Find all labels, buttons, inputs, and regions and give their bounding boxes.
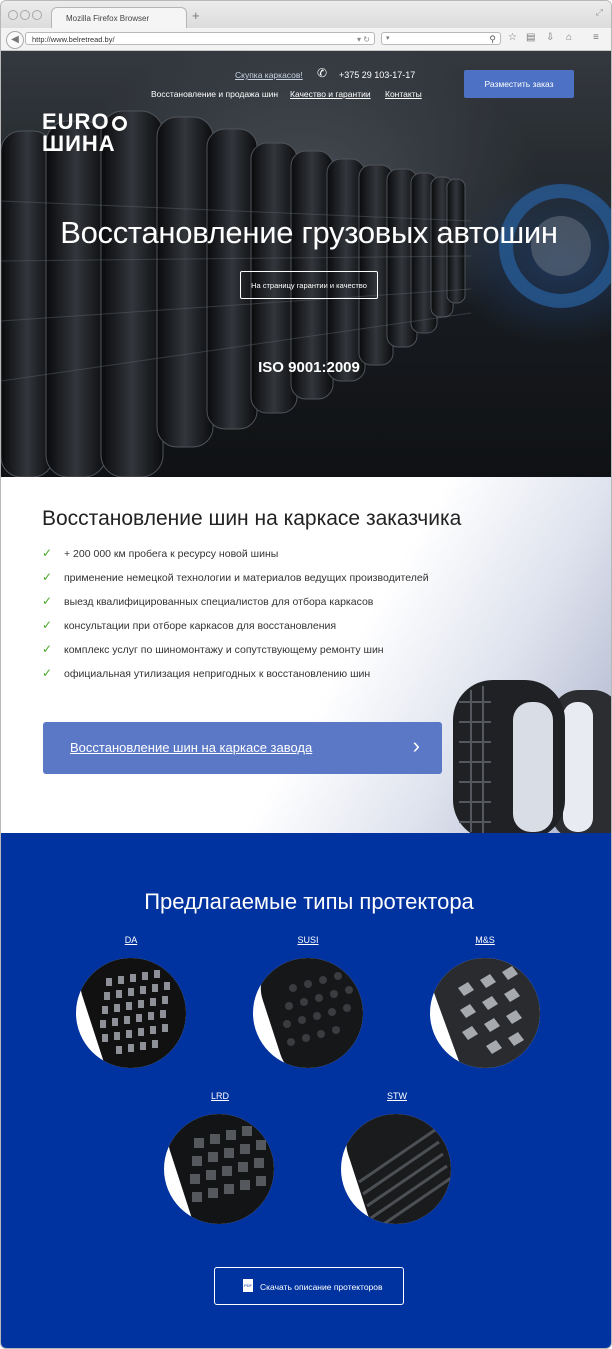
maximize-window-icon[interactable] [32, 10, 42, 20]
back-arrow-icon[interactable]: ◀ [6, 31, 24, 49]
benefit-item: ✓ применение немецкой технологии и материалов ведущих производителей [42, 570, 429, 584]
nav-restoration-sales[interactable]: Восстановление и продажа шин [151, 89, 279, 99]
treads-section [1, 833, 611, 1349]
url-text: http://www.belretread.by/ [32, 35, 115, 44]
tread-da-image[interactable] [76, 958, 186, 1068]
check-icon: ✓ [42, 666, 53, 680]
search-engine-dropdown-icon[interactable]: ▾ [386, 35, 390, 42]
close-window-icon[interactable] [8, 10, 18, 20]
phone-icon: ✆ [317, 66, 328, 80]
tread-stw-image[interactable] [341, 1114, 451, 1224]
tread-susi-image[interactable] [253, 958, 363, 1068]
treads-title: Предлагаемые типы протектора [144, 889, 474, 914]
iso-certification: ISO 9001:2009 [258, 359, 360, 376]
check-icon: ✓ [42, 546, 53, 560]
buy-carcasses-link[interactable]: Скупка каркасов! [235, 70, 303, 80]
tread-stw-link[interactable]: STW [387, 1091, 407, 1101]
tread-lrd-image[interactable] [164, 1114, 274, 1224]
benefit-item: ✓ официальная утилизация непригодных к восстановлению шин [42, 666, 371, 680]
place-order-button[interactable]: Разместить заказ [464, 70, 574, 98]
search-icon[interactable]: ⚲ [489, 34, 496, 44]
menu-icon[interactable]: ≡ [593, 32, 599, 43]
address-bar[interactable] [25, 32, 375, 45]
minimize-window-icon[interactable] [20, 10, 30, 20]
customer-carcass-section [1, 477, 611, 833]
benefit-item: ✓ выезд квалифицированных специалистов для отбора каркасов [42, 594, 374, 608]
nav-contacts[interactable]: Контакты [385, 89, 422, 99]
eurosina-logo[interactable]: EURO ШИНА [42, 111, 127, 155]
tread-ms-link[interactable]: M&S [475, 935, 495, 945]
bookmark-star-icon[interactable]: ☆ [508, 32, 517, 43]
fullscreen-icon[interactable]: ⤢ [595, 7, 603, 17]
reload-icon[interactable]: ▾ ↻ [357, 35, 370, 44]
check-icon: ✓ [42, 642, 53, 656]
search-box[interactable] [381, 32, 501, 45]
factory-carcass-link[interactable]: Восстановление шин на каркасе завода [70, 740, 313, 755]
download-icon[interactable]: ⇩ [546, 32, 555, 43]
tire-stack-image [451, 672, 611, 833]
nav-quality-guarantees[interactable]: Качество и гарантии [290, 89, 371, 99]
tread-lrd-link[interactable]: LRD [210, 1091, 229, 1101]
section-title: Восстановление шин на каркасе заказчика [42, 507, 462, 530]
pdf-icon: PDF [243, 1279, 253, 1292]
browser-tab[interactable] [51, 7, 187, 28]
download-treads-button[interactable] [214, 1267, 404, 1305]
benefit-item: ✓ комплекс услуг по шиномонтажу и сопутствующему ремонту шин [42, 642, 384, 656]
check-icon: ✓ [42, 618, 53, 632]
tread-ms-image[interactable] [430, 958, 540, 1068]
bookmarks-list-icon[interactable]: ▤ [526, 32, 536, 43]
tab-title: Mozilla Firefox Browser [66, 14, 150, 23]
factory-carcass-button[interactable] [43, 722, 442, 774]
chevron-right-icon: › [412, 733, 420, 758]
guarantee-quality-button[interactable]: На страницу гарантии и качество [240, 271, 378, 299]
browser-titlebar [1, 1, 611, 28]
benefit-item: ✓ + 200 000 км пробега к ресурсу новой шины [42, 546, 279, 560]
home-icon[interactable]: ⌂ [566, 32, 573, 43]
new-tab-icon[interactable]: + [192, 8, 200, 23]
phone-number[interactable]: +375 29 103-17-17 [339, 70, 416, 80]
download-treads-label: Скачать описание протекторов [260, 1282, 383, 1292]
tread-da-link[interactable]: DA [124, 935, 138, 945]
tread-susi-link[interactable]: SUSI [297, 935, 319, 945]
check-icon: ✓ [42, 570, 53, 584]
browser-toolbar [1, 28, 611, 51]
benefit-item: ✓ консультации при отборе каркасов для восстановления [42, 618, 337, 632]
check-icon: ✓ [42, 594, 53, 608]
hero-section [1, 51, 611, 477]
hero-title: Восстановление грузовых автошин [60, 215, 558, 250]
